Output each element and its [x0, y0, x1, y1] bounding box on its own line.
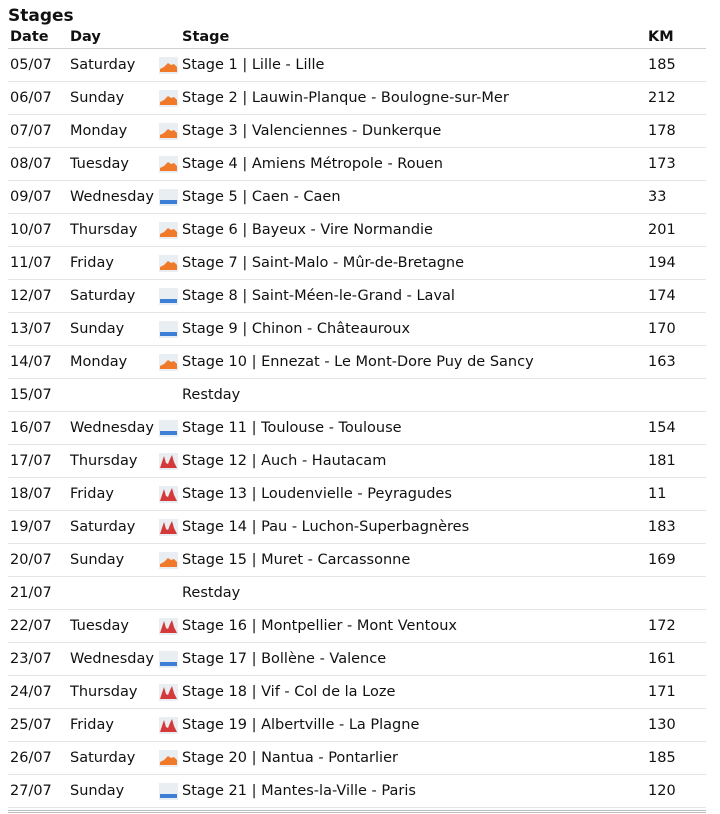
stage-profile-cell	[156, 115, 180, 148]
stage-name: Stage 1 | Lille - Lille	[180, 49, 646, 82]
hilly-icon	[159, 57, 178, 74]
stage-profile-cell	[156, 82, 180, 115]
stage-name: Stage 14 | Pau - Luchon-Superbagnères	[180, 511, 646, 544]
stage-day: Monday	[68, 346, 156, 379]
stage-km: 178	[646, 115, 706, 148]
hilly-icon	[159, 255, 178, 272]
stage-date: 13/07	[8, 313, 68, 346]
stage-day: Wednesday	[68, 412, 156, 445]
table-row	[8, 742, 706, 775]
flat-icon	[159, 321, 178, 338]
stage-km: 169	[646, 544, 706, 577]
stage-km: 161	[646, 643, 706, 676]
table-row	[8, 676, 706, 709]
stage-day: Saturday	[68, 280, 156, 313]
stage-profile-cell	[156, 181, 180, 214]
table-row	[8, 280, 706, 313]
stage-km: 185	[646, 49, 706, 82]
stage-profile-cell	[156, 709, 180, 742]
stage-day: Thursday	[68, 676, 156, 709]
stage-date: 05/07	[8, 49, 68, 82]
header-date: Date	[8, 26, 68, 49]
stage-name: Stage 13 | Loudenvielle - Peyragudes	[180, 478, 646, 511]
stage-name: Stage 12 | Auch - Hautacam	[180, 445, 646, 478]
stage-km: 171	[646, 676, 706, 709]
flat-icon	[159, 783, 178, 800]
stage-day: Tuesday	[68, 148, 156, 181]
stage-day	[68, 379, 156, 412]
stage-name: Stage 3 | Valenciennes - Dunkerque	[180, 115, 646, 148]
stage-name: Stage 16 | Montpellier - Mont Ventoux	[180, 610, 646, 643]
stages-table	[8, 26, 706, 808]
stage-km: 201	[646, 214, 706, 247]
stage-day: Saturday	[68, 511, 156, 544]
stage-name: Restday	[180, 379, 646, 412]
page-title: Stages	[8, 6, 74, 26]
stage-date: 19/07	[8, 511, 68, 544]
stage-km: 181	[646, 445, 706, 478]
stage-date: 27/07	[8, 775, 68, 808]
hilly-icon	[159, 552, 178, 569]
table-row	[8, 445, 706, 478]
stage-km: 173	[646, 148, 706, 181]
stage-name: Stage 9 | Chinon - Châteauroux	[180, 313, 646, 346]
flat-icon	[159, 288, 178, 305]
stage-name: Stage 21 | Mantes-la-Ville - Paris	[180, 775, 646, 808]
stage-km: 172	[646, 610, 706, 643]
table-row	[8, 346, 706, 379]
stage-profile-cell	[156, 247, 180, 280]
stage-profile-cell	[156, 544, 180, 577]
stage-name: Stage 15 | Muret - Carcassonne	[180, 544, 646, 577]
stage-km: 194	[646, 247, 706, 280]
stage-profile-cell	[156, 511, 180, 544]
stage-date: 20/07	[8, 544, 68, 577]
table-row	[8, 313, 706, 346]
stage-km: 154	[646, 412, 706, 445]
stage-name: Stage 20 | Nantua - Pontarlier	[180, 742, 646, 775]
mountain-icon	[159, 717, 178, 734]
mountain-icon	[159, 486, 178, 503]
mountain-icon	[159, 519, 178, 536]
stage-km: 174	[646, 280, 706, 313]
flat-icon	[159, 420, 178, 437]
stage-profile-cell	[156, 148, 180, 181]
stage-km: 11	[646, 478, 706, 511]
stage-name: Stage 7 | Saint-Malo - Mûr-de-Bretagne	[180, 247, 646, 280]
table-row	[8, 115, 706, 148]
stage-date: 17/07	[8, 445, 68, 478]
stage-day: Sunday	[68, 82, 156, 115]
stage-profile-cell	[156, 412, 180, 445]
hilly-icon	[159, 750, 178, 767]
stage-km: 33	[646, 181, 706, 214]
stage-date: 06/07	[8, 82, 68, 115]
table-row	[8, 148, 706, 181]
stage-name: Stage 6 | Bayeux - Vire Normandie	[180, 214, 646, 247]
hilly-icon	[159, 156, 178, 173]
table-row	[8, 49, 706, 82]
table-row	[8, 643, 706, 676]
table-row	[8, 544, 706, 577]
table-row	[8, 82, 706, 115]
stage-name: Restday	[180, 577, 646, 610]
mountain-icon	[159, 684, 178, 701]
stage-profile-cell	[156, 775, 180, 808]
stage-day: Friday	[68, 247, 156, 280]
stage-profile-cell	[156, 49, 180, 82]
stage-km: 185	[646, 742, 706, 775]
stage-profile-cell	[156, 280, 180, 313]
mountain-icon	[159, 453, 178, 470]
stage-day: Friday	[68, 709, 156, 742]
stage-name: Stage 17 | Bollène - Valence	[180, 643, 646, 676]
stage-km: 170	[646, 313, 706, 346]
stage-profile-cell	[156, 346, 180, 379]
table-row	[8, 511, 706, 544]
header-km: KM	[646, 26, 706, 49]
stage-km: 212	[646, 82, 706, 115]
stage-name: Stage 5 | Caen - Caen	[180, 181, 646, 214]
stage-profile-cell	[156, 676, 180, 709]
stage-km: 120	[646, 775, 706, 808]
stage-day: Friday	[68, 478, 156, 511]
flat-icon	[159, 651, 178, 668]
table-row	[8, 478, 706, 511]
stage-day: Thursday	[68, 214, 156, 247]
table-row	[8, 214, 706, 247]
stage-date: 10/07	[8, 214, 68, 247]
hilly-icon	[159, 123, 178, 140]
stage-day: Thursday	[68, 445, 156, 478]
stage-name: Stage 4 | Amiens Métropole - Rouen	[180, 148, 646, 181]
stage-profile-cell	[156, 742, 180, 775]
header-stage: Stage	[180, 26, 646, 49]
stage-date: 12/07	[8, 280, 68, 313]
stage-date: 21/07	[8, 577, 68, 610]
stage-date: 07/07	[8, 115, 68, 148]
stage-profile-cell	[156, 478, 180, 511]
stage-name: Stage 11 | Toulouse - Toulouse	[180, 412, 646, 445]
stage-date: 16/07	[8, 412, 68, 445]
stage-name: Stage 18 | Vif - Col de la Loze	[180, 676, 646, 709]
stage-name: Stage 8 | Saint-Méen-le-Grand - Laval	[180, 280, 646, 313]
stage-name: Stage 19 | Albertville - La Plagne	[180, 709, 646, 742]
table-row	[8, 379, 706, 412]
stage-profile-cell	[156, 577, 180, 610]
stage-km	[646, 379, 706, 412]
table-bottom-border	[8, 810, 706, 813]
stage-profile-cell	[156, 445, 180, 478]
table-header-row	[8, 26, 706, 49]
stage-profile-cell	[156, 643, 180, 676]
stage-date: 18/07	[8, 478, 68, 511]
table-row	[8, 775, 706, 808]
table-row	[8, 709, 706, 742]
stage-date: 11/07	[8, 247, 68, 280]
stage-km: 183	[646, 511, 706, 544]
stage-date: 15/07	[8, 379, 68, 412]
flat-icon	[159, 189, 178, 206]
stage-date: 22/07	[8, 610, 68, 643]
stage-day	[68, 577, 156, 610]
stage-day: Sunday	[68, 544, 156, 577]
stage-day: Wednesday	[68, 181, 156, 214]
stage-day: Wednesday	[68, 643, 156, 676]
table-row	[8, 247, 706, 280]
stage-name: Stage 10 | Ennezat - Le Mont-Dore Puy de Sancy	[180, 346, 646, 379]
stage-date: 09/07	[8, 181, 68, 214]
stage-day: Saturday	[68, 49, 156, 82]
stage-profile-cell	[156, 313, 180, 346]
stage-date: 14/07	[8, 346, 68, 379]
stage-km: 130	[646, 709, 706, 742]
hilly-icon	[159, 222, 178, 239]
stage-profile-cell	[156, 610, 180, 643]
stage-day: Sunday	[68, 313, 156, 346]
stage-date: 25/07	[8, 709, 68, 742]
header-icon	[156, 26, 180, 49]
table-row	[8, 181, 706, 214]
table-row	[8, 610, 706, 643]
stage-day: Sunday	[68, 775, 156, 808]
stage-profile-cell	[156, 214, 180, 247]
hilly-icon	[159, 90, 178, 107]
stage-profile-cell	[156, 379, 180, 412]
header-day: Day	[68, 26, 156, 49]
stage-rows	[8, 49, 706, 808]
stage-day: Tuesday	[68, 610, 156, 643]
table-row	[8, 577, 706, 610]
stage-date: 24/07	[8, 676, 68, 709]
stage-km	[646, 577, 706, 610]
stage-name: Stage 2 | Lauwin-Planque - Boulogne-sur-Mer	[180, 82, 646, 115]
stage-km: 163	[646, 346, 706, 379]
stage-day: Saturday	[68, 742, 156, 775]
stage-date: 26/07	[8, 742, 68, 775]
table-row	[8, 412, 706, 445]
mountain-icon	[159, 618, 178, 635]
stage-date: 23/07	[8, 643, 68, 676]
stage-day: Monday	[68, 115, 156, 148]
stage-date: 08/07	[8, 148, 68, 181]
hilly-icon	[159, 354, 178, 371]
